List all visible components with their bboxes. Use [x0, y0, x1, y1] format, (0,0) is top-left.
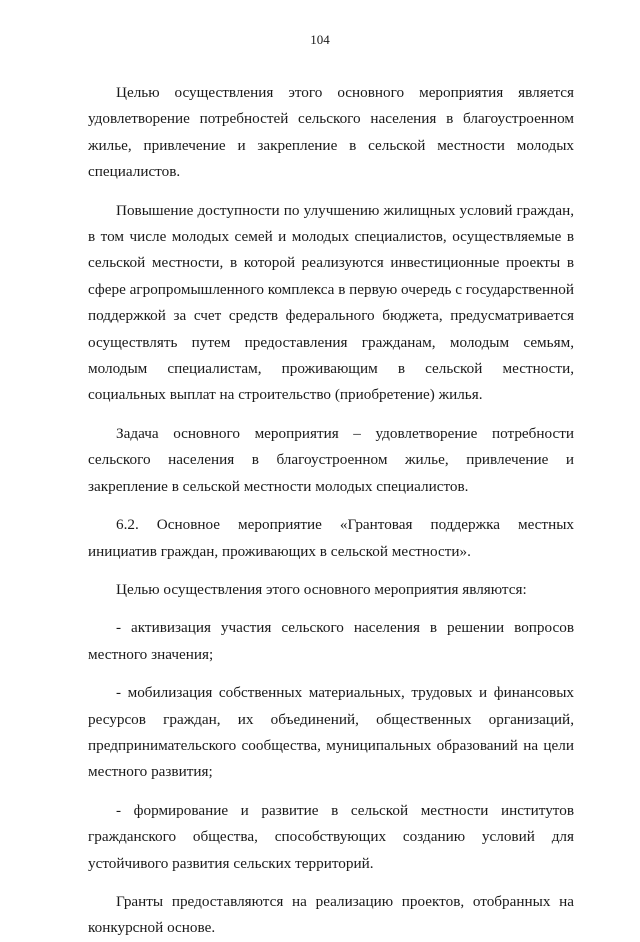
paragraph-goals-intro: Целью осуществления этого основного мероприятия являются: — [116, 580, 527, 598]
list-item-activation: - активизация участия сельского населения в решении вопросов местного значения; — [88, 619, 574, 663]
document-body — [88, 80, 574, 942]
paragraph-grants: Гранты предоставляются на реализацию проектов, отобранных на конкурсной основе. — [88, 892, 574, 937]
paragraph-housing-availability: Повышение доступности по улучшению жилищных условий граждан, в том числе молодых семей и молодых специалистов, осуществляемые в сельской местности, в которой реализуются инвестиционные проекты в сфере агропромышленного комплекса в первую очередь с государственной поддержкой за счет средств федерального бюджета, предусматривается осуществлять путем предоставления гражданам, молодым семьям, молодым специалистам, проживающим в сельской местности, социальных выплат на строительство (приобретение) жилья. — [88, 201, 574, 404]
list-item-mobilization: - мобилизация собственных материальных, трудовых и финансовых ресурсов граждан, их объединений, общественных организаций, предпринимательского сообщества, муниципальных образований на цели местного развития; — [88, 684, 574, 781]
paragraph-task: Задача основного мероприятия – удовлетворение потребности сельского населения в благоустроенном жилье, привлечение и закрепление в сельской местности молодых специалистов. — [88, 424, 574, 495]
paragraph-section-6-2: 6.2. Основное мероприятие «Грантовая поддержка местных инициатив граждан, проживающих в сельской местности». — [88, 516, 574, 560]
list-item-formation: - формирование и развитие в сельской местности институтов гражданского общества, способствующих созданию условий для устойчивого развития сельских территорий. — [88, 801, 574, 872]
paragraph-goal-housing: Целью осуществления этого основного мероприятия является удовлетворение потребностей сельского населения в благоустроенном жилье, привлечение и закрепление в сельской местности молодых специалистов. — [88, 84, 574, 181]
page-number: 104 — [310, 32, 330, 47]
